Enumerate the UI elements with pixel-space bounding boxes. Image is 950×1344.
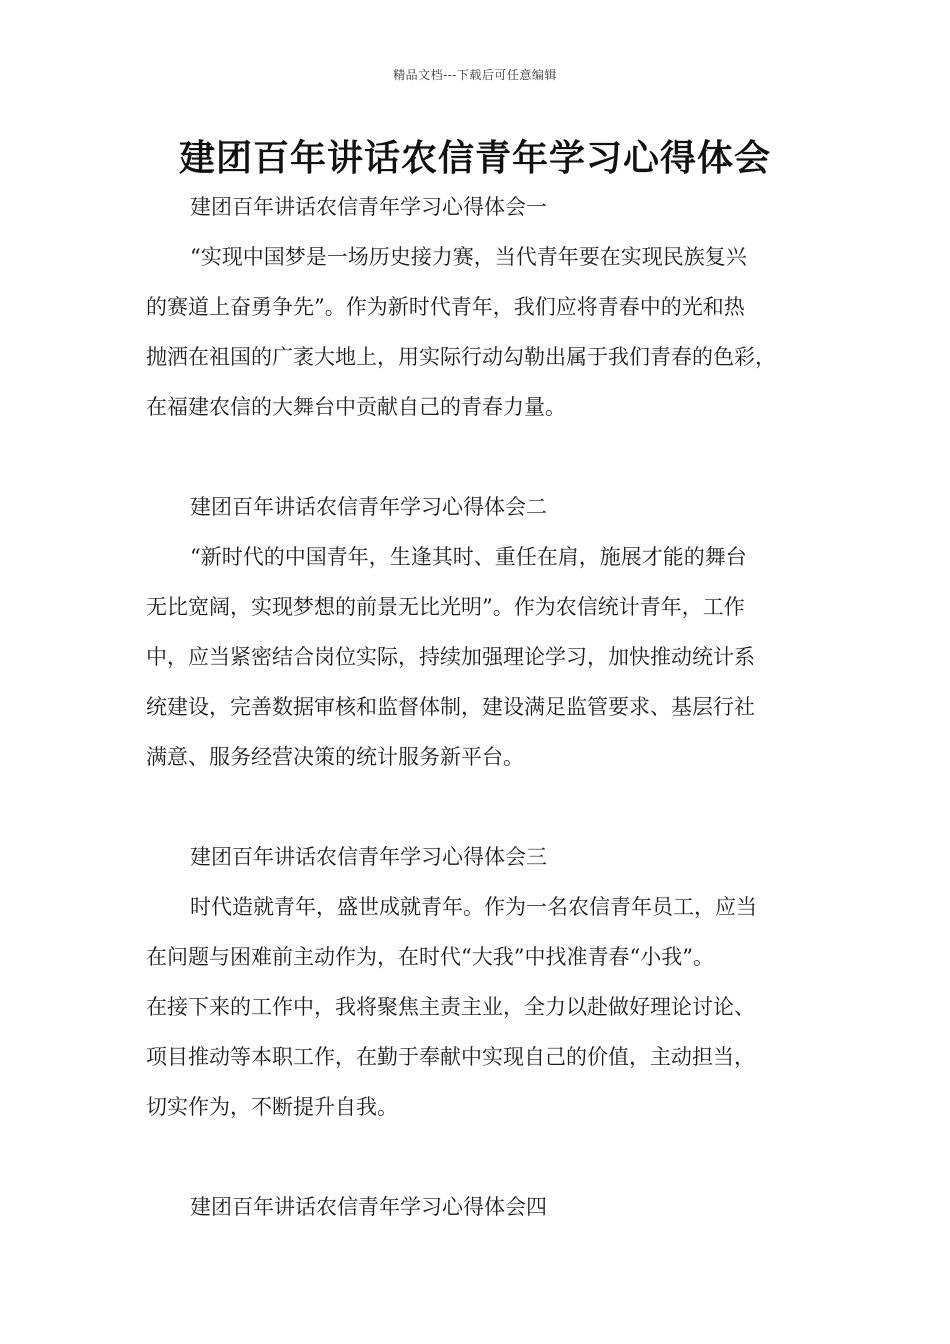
section-3 xyxy=(146,832,826,1132)
document-title: 建团百年讲话农信青年学习心得体会 xyxy=(178,138,771,179)
section-spacer xyxy=(146,1132,826,1182)
paragraph-line: 无比宽阔，实现梦想的前景无比光明”。作为农信统计青年，工作 xyxy=(146,595,745,619)
paragraph-line: 统建设，完善数据审核和监督体制，建设满足监管要求、基层行社 xyxy=(146,695,755,719)
paragraph-line: 满意、服务经营决策的统计服务新平台。 xyxy=(146,745,524,769)
document-body xyxy=(146,182,826,1232)
paragraph-line: “新时代的中国青年，生逢其时、重任在肩，施展才能的舞台 xyxy=(190,545,747,569)
section-spacer xyxy=(146,432,826,482)
paragraph-line: 在接下来的工作中，我将聚焦主责主业，全力以赴做好理论讨论、 xyxy=(146,995,755,1019)
paragraph-line: 的赛道上奋勇争先”。作为新时代青年，我们应将青春中的光和热 xyxy=(146,295,745,319)
section-4 xyxy=(146,1182,826,1232)
section-heading: 建团百年讲话农信青年学习心得体会一 xyxy=(190,195,547,219)
paragraph-line: 在问题与困难前主动作为，在时代“大我”中找准青春“小我”。 xyxy=(146,945,714,969)
section-heading: 建团百年讲话农信青年学习心得体会三 xyxy=(190,845,547,869)
paragraph-line: 时代造就青年，盛世成就青年。作为一名农信青年员工，应当 xyxy=(190,895,757,919)
paragraph-line: 项目推动等本职工作，在勤于奉献中实现自己的价值，主动担当， xyxy=(146,1045,755,1069)
section-spacer xyxy=(146,782,826,832)
paragraph-line: 抛洒在祖国的广袤大地上，用实际行动勾勒出属于我们青春的色彩， xyxy=(146,345,776,369)
section-1 xyxy=(146,182,826,432)
paragraph-line: 切实作为，不断提升自我。 xyxy=(146,1095,398,1119)
section-2 xyxy=(146,482,826,782)
section-heading: 建团百年讲话农信青年学习心得体会四 xyxy=(190,1195,547,1219)
section-heading: 建团百年讲话农信青年学习心得体会二 xyxy=(190,495,547,519)
paragraph-line: 在福建农信的大舞台中贡献自己的青春力量。 xyxy=(146,395,566,419)
paragraph-line: “实现中国梦是一场历史接力赛，当代青年要在实现民族复兴 xyxy=(190,245,747,269)
page-header-note: 精品文档---下载后可任意编辑 xyxy=(393,68,557,82)
paragraph-line: 中，应当紧密结合岗位实际，持续加强理论学习，加快推动统计系 xyxy=(146,645,755,669)
